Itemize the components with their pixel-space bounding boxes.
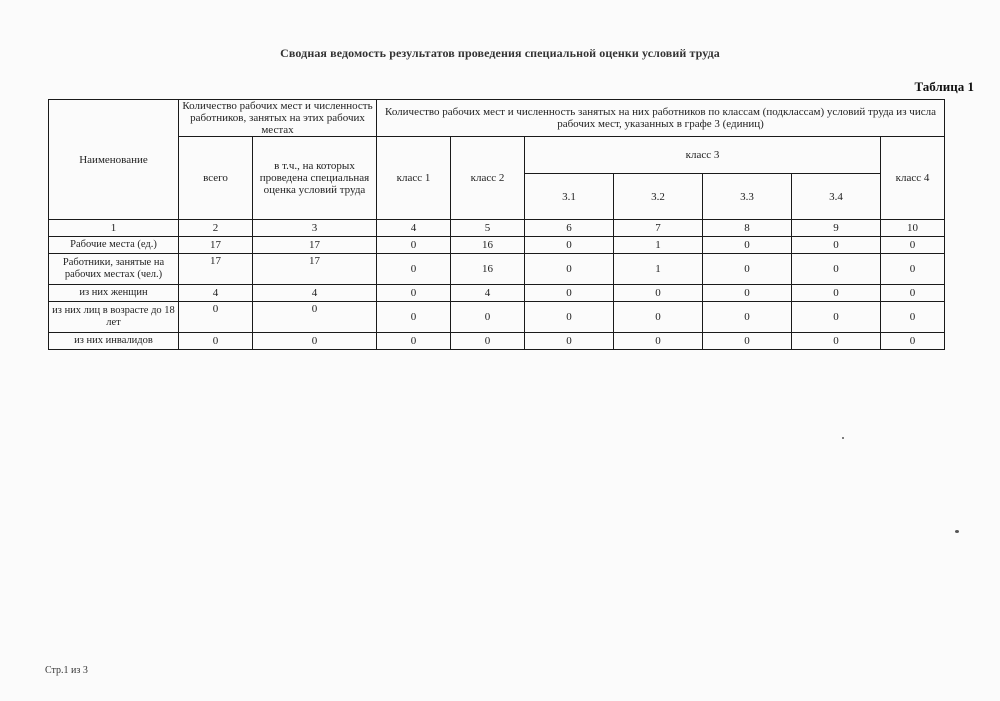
column-number: 9 <box>792 220 881 237</box>
table-cell: 0 <box>377 285 451 302</box>
header-class-3: класс 3 <box>525 137 881 174</box>
table-cell: 0 <box>377 237 451 254</box>
table-cell: 0 <box>525 237 614 254</box>
page-number: Стр.1 из 3 <box>45 665 88 676</box>
table-row <box>49 333 945 350</box>
row-label: из них женщин <box>49 285 179 302</box>
column-number: 10 <box>881 220 945 237</box>
header-subclass-3-2: 3.2 <box>614 174 703 220</box>
table-cell: 0 <box>179 333 253 350</box>
header-subclass-3-1: 3.1 <box>525 174 614 220</box>
table-cell: 0 <box>792 333 881 350</box>
table-cell: 0 <box>881 285 945 302</box>
column-number: 4 <box>377 220 451 237</box>
table-cell: 0 <box>614 333 703 350</box>
table-cell: 0 <box>703 285 792 302</box>
header-workplaces-group: Количество рабочих мест и численность работников, занятых на этих рабочих местах <box>179 100 377 137</box>
table-label: Таблица 1 <box>914 79 974 94</box>
table-cell: 17 <box>309 255 320 267</box>
header-classes-group: Количество рабочих мест и численность занятых на них работников по классам (подклассам) условий труда из числа рабочих мест, указанных в графе 3 (единиц) <box>377 100 945 137</box>
table-cell: 0 <box>881 302 945 333</box>
column-number: 3 <box>253 220 377 237</box>
table-cell: 0 <box>525 254 614 285</box>
column-number: 2 <box>179 220 253 237</box>
table-cell: 0 <box>212 303 219 315</box>
table-cell: 4 <box>253 285 377 302</box>
table-cell: 0 <box>377 302 451 333</box>
table-cell: 17 <box>179 237 253 254</box>
table-cell: 0 <box>253 333 377 350</box>
table-cell: 0 <box>703 254 792 285</box>
column-number: 1 <box>49 220 179 237</box>
scan-speck <box>842 437 844 439</box>
table-cell: 0 <box>792 302 881 333</box>
table-cell: 0 <box>614 302 703 333</box>
column-number: 6 <box>525 220 614 237</box>
row-label: из них лиц в возрасте до 18 лет <box>49 302 179 333</box>
table-cell: 0 <box>311 303 318 315</box>
column-number-row <box>49 220 945 237</box>
table-cell: 0 <box>792 254 881 285</box>
table-cell: 16 <box>451 237 525 254</box>
table-cell: 0 <box>451 302 525 333</box>
table-row <box>49 254 945 285</box>
header-evaluated: в т.ч., на которых проведена специальная оценка условий труда <box>253 137 377 220</box>
column-number: 8 <box>703 220 792 237</box>
column-number: 5 <box>451 220 525 237</box>
header-subclass-3-4: 3.4 <box>792 174 881 220</box>
table-cell: 0 <box>703 302 792 333</box>
table-row <box>49 302 945 333</box>
table-cell: 16 <box>451 254 525 285</box>
document-title: Сводная ведомость результатов проведения специальной оценки условий труда <box>280 46 720 60</box>
table-cell: 4 <box>451 285 525 302</box>
table-row <box>49 237 945 254</box>
scan-speck <box>955 530 959 533</box>
header-class-2: класс 2 <box>451 137 525 220</box>
header-class-4: класс 4 <box>881 137 945 220</box>
table-cell: 17 <box>253 237 377 254</box>
table-cell: 17 <box>210 255 221 267</box>
table-cell: 0 <box>792 237 881 254</box>
table-cell: 0 <box>525 302 614 333</box>
table-cell: 0 <box>881 237 945 254</box>
table-cell: 0 <box>703 237 792 254</box>
row-label: из них инвалидов <box>49 333 179 350</box>
row-label: Рабочие места (ед.) <box>49 237 179 254</box>
table-row <box>49 285 945 302</box>
header-name: Наименование <box>49 100 179 220</box>
table-cell: 0 <box>377 254 451 285</box>
header-total: всего <box>179 137 253 220</box>
table-cell: 4 <box>179 285 253 302</box>
table-cell: 0 <box>881 333 945 350</box>
header-subclass-3-3: 3.3 <box>703 174 792 220</box>
column-number: 7 <box>614 220 703 237</box>
table-cell: 0 <box>377 333 451 350</box>
table-cell: 0 <box>525 285 614 302</box>
table-cell: 0 <box>451 333 525 350</box>
table-cell: 0 <box>703 333 792 350</box>
table-cell: 0 <box>614 285 703 302</box>
header-class-1: класс 1 <box>377 137 451 220</box>
table-cell: 1 <box>614 254 703 285</box>
table-cell: 0 <box>881 254 945 285</box>
table-cell: 0 <box>525 333 614 350</box>
table-cell: 0 <box>792 285 881 302</box>
summary-table <box>48 99 945 350</box>
row-label: Работники, занятые на рабочих местах (чел.) <box>49 254 179 285</box>
table-cell: 1 <box>614 237 703 254</box>
